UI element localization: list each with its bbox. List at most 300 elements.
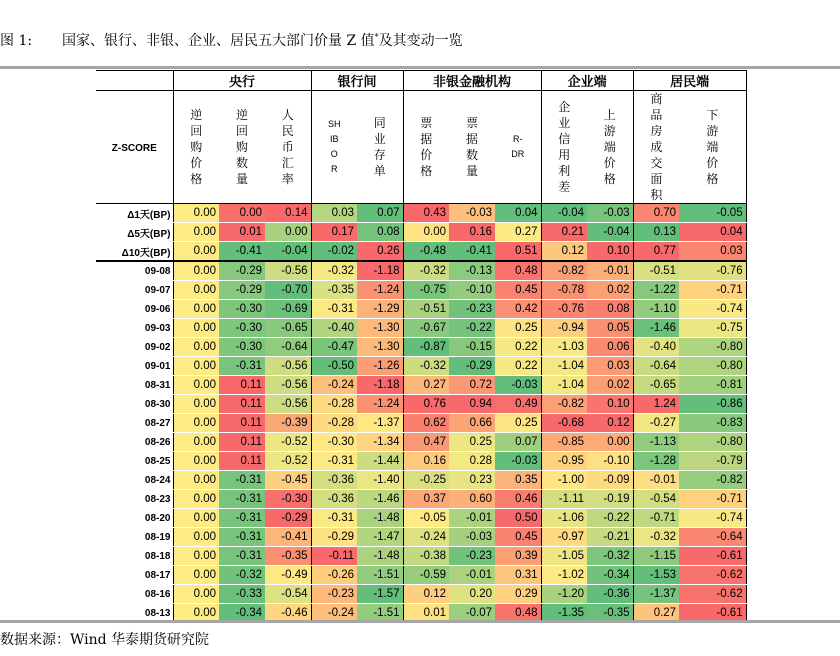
column-header-label: 逆回购数量 <box>235 108 248 186</box>
value-cell: 0.39 <box>495 547 541 566</box>
column-header <box>219 91 265 204</box>
value-cell: 0.00 <box>173 528 219 547</box>
value-cell: -0.70 <box>265 281 311 300</box>
value-cell: 0.45 <box>495 281 541 300</box>
value-cell: -0.75 <box>679 319 746 338</box>
value-cell: 0.00 <box>173 357 219 376</box>
value-cell: 0.23 <box>449 471 495 490</box>
value-cell: -0.64 <box>679 528 746 547</box>
value-cell: -1.35 <box>541 604 587 623</box>
value-cell: 0.45 <box>495 528 541 547</box>
top-rule <box>0 66 840 69</box>
value-cell: 0.16 <box>449 223 495 242</box>
value-cell: -0.31 <box>311 452 357 471</box>
figure-title-sup: * <box>374 32 379 42</box>
value-cell: 0.66 <box>449 414 495 433</box>
table-row <box>96 471 746 490</box>
zscore-table <box>96 70 747 623</box>
value-cell: -0.09 <box>587 471 633 490</box>
column-header <box>357 91 403 204</box>
value-cell: -0.39 <box>265 414 311 433</box>
value-cell: 0.00 <box>173 395 219 414</box>
value-cell: 0.00 <box>219 204 265 223</box>
table-row <box>96 223 746 242</box>
value-cell: 0.00 <box>173 204 219 223</box>
value-cell: 0.00 <box>173 300 219 319</box>
value-cell: -0.61 <box>679 604 746 623</box>
value-cell: -0.24 <box>311 604 357 623</box>
value-cell: -0.87 <box>403 338 449 357</box>
value-cell: -0.64 <box>633 357 679 376</box>
value-cell: 0.27 <box>495 223 541 242</box>
value-cell: 0.04 <box>679 223 746 242</box>
column-header-label: 商品房成交面积 <box>650 92 663 202</box>
table-row <box>96 261 746 281</box>
value-cell: -0.56 <box>265 395 311 414</box>
value-cell: -0.56 <box>265 376 311 395</box>
row-label: 09-02 <box>96 338 173 357</box>
value-cell: 0.00 <box>173 452 219 471</box>
value-cell: 0.01 <box>403 604 449 623</box>
value-cell: -1.53 <box>633 566 679 585</box>
value-cell: -0.51 <box>403 300 449 319</box>
table-row <box>96 452 746 471</box>
value-cell: -1.20 <box>541 585 587 604</box>
row-label: 08-30 <box>96 395 173 414</box>
value-cell: 0.26 <box>357 242 403 262</box>
table-row <box>96 376 746 395</box>
table-row <box>96 433 746 452</box>
value-cell: 0.00 <box>173 376 219 395</box>
table-row <box>96 357 746 376</box>
row-label: 08-25 <box>96 452 173 471</box>
value-cell: -0.85 <box>541 433 587 452</box>
value-cell: 0.25 <box>449 433 495 452</box>
value-cell: -0.74 <box>679 509 746 528</box>
column-header-label: 票据数量 <box>466 116 479 178</box>
value-cell: 0.29 <box>495 585 541 604</box>
value-cell: -0.29 <box>219 281 265 300</box>
value-cell: -1.10 <box>633 300 679 319</box>
value-cell: 0.27 <box>633 604 679 623</box>
value-cell: 0.37 <box>403 490 449 509</box>
value-cell: -1.02 <box>541 566 587 585</box>
figure-title <box>0 30 463 50</box>
value-cell: -0.82 <box>541 395 587 414</box>
value-cell: -0.31 <box>311 509 357 528</box>
table-row <box>96 528 746 547</box>
value-cell: -0.07 <box>449 604 495 623</box>
value-cell: -0.54 <box>633 490 679 509</box>
zscore-label: Z-SCORE <box>111 143 157 154</box>
value-cell: 0.01 <box>219 223 265 242</box>
value-cell: -0.28 <box>311 395 357 414</box>
value-cell: 0.11 <box>219 433 265 452</box>
value-cell: -0.03 <box>495 452 541 471</box>
row-label: 08-24 <box>96 471 173 490</box>
column-header <box>403 91 449 204</box>
value-cell: 0.16 <box>403 452 449 471</box>
value-cell: 0.46 <box>495 490 541 509</box>
value-cell: -0.52 <box>265 452 311 471</box>
value-cell: -0.97 <box>541 528 587 547</box>
value-cell: -0.05 <box>403 509 449 528</box>
value-cell: -0.56 <box>265 261 311 281</box>
value-cell: 0.48 <box>495 604 541 623</box>
value-cell: -0.46 <box>265 604 311 623</box>
value-cell: -0.50 <box>311 357 357 376</box>
value-cell: -0.71 <box>679 490 746 509</box>
table-row <box>96 585 746 604</box>
value-cell: -1.05 <box>541 547 587 566</box>
value-cell: -0.47 <box>311 338 357 357</box>
data-source: 数据来源：Wind 华泰期货研究院 <box>0 632 210 648</box>
value-cell: -1.22 <box>633 281 679 300</box>
value-cell: 0.11 <box>219 414 265 433</box>
row-label: 08-27 <box>96 414 173 433</box>
value-cell: 0.12 <box>587 414 633 433</box>
group-header-blank <box>96 71 173 91</box>
value-cell: 0.00 <box>587 433 633 452</box>
table-row <box>96 547 746 566</box>
value-cell: 0.00 <box>265 223 311 242</box>
value-cell: 0.76 <box>403 395 449 414</box>
value-cell: -1.11 <box>541 490 587 509</box>
value-cell: -0.31 <box>219 490 265 509</box>
row-label: 09-01 <box>96 357 173 376</box>
value-cell: -1.34 <box>357 433 403 452</box>
row-label: Δ1天(BP) <box>96 204 173 223</box>
value-cell: 0.00 <box>173 433 219 452</box>
value-cell: -0.59 <box>403 566 449 585</box>
value-cell: -1.24 <box>357 281 403 300</box>
value-cell: -0.83 <box>679 414 746 433</box>
value-cell: -0.34 <box>587 566 633 585</box>
value-cell: 0.00 <box>173 509 219 528</box>
row-label: 08-18 <box>96 547 173 566</box>
column-header-row <box>96 91 746 204</box>
table-row <box>96 281 746 300</box>
value-cell: 0.00 <box>173 242 219 262</box>
value-cell: -0.30 <box>219 319 265 338</box>
value-cell: -0.82 <box>541 261 587 281</box>
value-cell: 0.08 <box>357 223 403 242</box>
value-cell: 0.08 <box>587 300 633 319</box>
value-cell: -0.74 <box>679 300 746 319</box>
row-label: 09-08 <box>96 261 173 281</box>
value-cell: -1.24 <box>357 395 403 414</box>
value-cell: -0.79 <box>679 452 746 471</box>
value-cell: -1.46 <box>633 319 679 338</box>
value-cell: -0.30 <box>219 338 265 357</box>
value-cell: -0.21 <box>587 528 633 547</box>
column-header-label: 逆回购价格 <box>190 108 203 186</box>
value-cell: 0.00 <box>173 319 219 338</box>
group-header: 企业端 <box>541 71 633 91</box>
value-cell: -0.29 <box>449 357 495 376</box>
value-cell: -0.04 <box>541 204 587 223</box>
value-cell: -1.15 <box>633 547 679 566</box>
value-cell: -0.24 <box>311 376 357 395</box>
value-cell: -0.48 <box>403 242 449 262</box>
table-row <box>96 338 746 357</box>
group-header-row <box>96 71 746 91</box>
column-header <box>311 91 357 204</box>
column-header <box>633 91 679 204</box>
column-header-label: 下游端价格 <box>706 108 719 186</box>
value-cell: 0.22 <box>495 357 541 376</box>
value-cell: -1.37 <box>633 585 679 604</box>
value-cell: 0.00 <box>173 261 219 281</box>
value-cell: 0.00 <box>173 223 219 242</box>
value-cell: 0.43 <box>403 204 449 223</box>
value-cell: -1.18 <box>357 261 403 281</box>
value-cell: -1.29 <box>357 300 403 319</box>
value-cell: -0.29 <box>219 261 265 281</box>
value-cell: -1.44 <box>357 452 403 471</box>
row-label: Δ5天(BP) <box>96 223 173 242</box>
group-header: 非银金融机构 <box>403 71 541 91</box>
value-cell: -1.40 <box>357 471 403 490</box>
value-cell: -0.38 <box>403 547 449 566</box>
value-cell: -1.51 <box>357 566 403 585</box>
value-cell: 0.05 <box>587 319 633 338</box>
value-cell: -0.78 <box>541 281 587 300</box>
value-cell: -1.46 <box>357 490 403 509</box>
figure-title-text: 国家、银行、非银、企业、居民五大部门价量 Z 值 <box>62 33 375 49</box>
value-cell: 0.00 <box>173 585 219 604</box>
value-cell: 0.47 <box>403 433 449 452</box>
value-cell: 0.62 <box>403 414 449 433</box>
table-row <box>96 395 746 414</box>
value-cell: -0.67 <box>403 319 449 338</box>
value-cell: 0.27 <box>403 376 449 395</box>
value-cell: 0.00 <box>173 604 219 623</box>
value-cell: -0.40 <box>311 319 357 338</box>
value-cell: -0.27 <box>633 414 679 433</box>
value-cell: -0.19 <box>587 490 633 509</box>
value-cell: -0.86 <box>679 395 746 414</box>
value-cell: 0.00 <box>403 223 449 242</box>
value-cell: 0.25 <box>495 319 541 338</box>
value-cell: -1.57 <box>357 585 403 604</box>
value-cell: -0.64 <box>265 338 311 357</box>
column-header <box>541 91 587 204</box>
value-cell: -0.82 <box>679 471 746 490</box>
value-cell: -0.54 <box>265 585 311 604</box>
figure-title-tail: 及其变动一览 <box>378 33 463 49</box>
value-cell: -0.30 <box>265 490 311 509</box>
column-header <box>587 91 633 204</box>
value-cell: -0.95 <box>541 452 587 471</box>
value-cell: -0.80 <box>679 433 746 452</box>
value-cell: -0.26 <box>311 566 357 585</box>
value-cell: 0.02 <box>587 281 633 300</box>
value-cell: 0.70 <box>633 204 679 223</box>
value-cell: -0.76 <box>541 300 587 319</box>
value-cell: -1.48 <box>357 547 403 566</box>
column-header-label: 上游端价格 <box>603 108 616 186</box>
value-cell: -0.41 <box>265 528 311 547</box>
value-cell: 1.24 <box>633 395 679 414</box>
value-cell: -0.30 <box>311 433 357 452</box>
value-cell: -1.30 <box>357 338 403 357</box>
value-cell: -0.41 <box>449 242 495 262</box>
value-cell: 0.11 <box>219 452 265 471</box>
value-cell: -0.04 <box>265 242 311 262</box>
row-label: 09-03 <box>96 319 173 338</box>
value-cell: 0.00 <box>173 566 219 585</box>
value-cell: 0.06 <box>587 338 633 357</box>
value-cell: 0.20 <box>449 585 495 604</box>
value-cell: -0.03 <box>587 204 633 223</box>
column-header <box>173 91 219 204</box>
value-cell: -0.15 <box>449 338 495 357</box>
value-cell: -0.68 <box>541 414 587 433</box>
value-cell: 0.35 <box>495 471 541 490</box>
value-cell: 0.11 <box>219 395 265 414</box>
value-cell: 0.00 <box>173 414 219 433</box>
table-row <box>96 414 746 433</box>
value-cell: -0.71 <box>633 509 679 528</box>
value-cell: -1.18 <box>357 376 403 395</box>
value-cell: -0.35 <box>265 547 311 566</box>
table-row <box>96 566 746 585</box>
table-body <box>96 204 746 623</box>
table-row <box>96 204 746 223</box>
value-cell: -0.04 <box>587 223 633 242</box>
value-cell: 0.49 <box>495 395 541 414</box>
value-cell: 0.50 <box>495 509 541 528</box>
value-cell: -0.32 <box>403 261 449 281</box>
value-cell: 0.25 <box>495 414 541 433</box>
column-header <box>495 91 541 204</box>
value-cell: 0.17 <box>311 223 357 242</box>
value-cell: -1.28 <box>633 452 679 471</box>
value-cell: -0.02 <box>311 242 357 262</box>
table-row <box>96 319 746 338</box>
value-cell: -0.24 <box>403 528 449 547</box>
value-cell: -0.22 <box>587 509 633 528</box>
column-header-label: 人民币汇率 <box>281 108 294 186</box>
value-cell: -0.35 <box>311 281 357 300</box>
value-cell: -0.05 <box>679 204 746 223</box>
value-cell: -0.32 <box>219 566 265 585</box>
column-header <box>679 91 746 204</box>
value-cell: 0.07 <box>357 204 403 223</box>
value-cell: -0.36 <box>587 585 633 604</box>
value-cell: -0.31 <box>311 300 357 319</box>
value-cell: 0.94 <box>449 395 495 414</box>
value-cell: 0.04 <box>495 204 541 223</box>
value-cell: 0.42 <box>495 300 541 319</box>
value-cell: -0.23 <box>449 547 495 566</box>
value-cell: -0.62 <box>679 566 746 585</box>
value-cell: -0.29 <box>311 528 357 547</box>
value-cell: 0.10 <box>587 395 633 414</box>
value-cell: 0.31 <box>495 566 541 585</box>
value-cell: -0.65 <box>265 319 311 338</box>
value-cell: -0.31 <box>219 357 265 376</box>
value-cell: 0.51 <box>495 242 541 262</box>
value-cell: -0.32 <box>403 357 449 376</box>
value-cell: -0.94 <box>541 319 587 338</box>
column-header-label: SHIBOR <box>328 119 341 174</box>
value-cell: -0.30 <box>219 300 265 319</box>
value-cell: -0.32 <box>311 261 357 281</box>
value-cell: -0.29 <box>265 509 311 528</box>
value-cell: -0.34 <box>219 604 265 623</box>
value-cell: -0.01 <box>449 509 495 528</box>
zscore-header-cell <box>96 91 173 204</box>
column-header <box>265 91 311 204</box>
table-row <box>96 509 746 528</box>
value-cell: -0.40 <box>633 338 679 357</box>
row-label: 09-07 <box>96 281 173 300</box>
value-cell: -1.26 <box>357 357 403 376</box>
value-cell: -1.51 <box>357 604 403 623</box>
value-cell: -0.61 <box>679 547 746 566</box>
value-cell: -0.80 <box>679 357 746 376</box>
group-header: 银行间 <box>311 71 403 91</box>
value-cell: 0.02 <box>587 376 633 395</box>
row-label: 08-13 <box>96 604 173 623</box>
value-cell: -0.52 <box>265 433 311 452</box>
row-label: 08-17 <box>96 566 173 585</box>
value-cell: -1.03 <box>541 338 587 357</box>
value-cell: -0.80 <box>679 338 746 357</box>
value-cell: -0.76 <box>679 261 746 281</box>
value-cell: 0.00 <box>173 338 219 357</box>
value-cell: -0.56 <box>265 357 311 376</box>
value-cell: -0.45 <box>265 471 311 490</box>
value-cell: 0.72 <box>449 376 495 395</box>
value-cell: -0.41 <box>219 242 265 262</box>
value-cell: -0.36 <box>311 471 357 490</box>
column-header-label: 企业信用利差 <box>558 100 571 194</box>
row-label: 08-20 <box>96 509 173 528</box>
value-cell: -1.00 <box>541 471 587 490</box>
value-cell: 0.12 <box>403 585 449 604</box>
column-header <box>449 91 495 204</box>
value-cell: -0.25 <box>403 471 449 490</box>
value-cell: -1.04 <box>541 376 587 395</box>
value-cell: -0.22 <box>449 319 495 338</box>
value-cell: -0.31 <box>219 547 265 566</box>
row-label: 09-06 <box>96 300 173 319</box>
value-cell: 0.21 <box>541 223 587 242</box>
row-label: 08-16 <box>96 585 173 604</box>
value-cell: 0.28 <box>449 452 495 471</box>
column-header-label: 同业存单 <box>373 116 386 178</box>
column-header-label: 票据价格 <box>420 116 433 178</box>
value-cell: -0.28 <box>311 414 357 433</box>
group-header: 居民端 <box>633 71 746 91</box>
value-cell: -0.31 <box>219 471 265 490</box>
value-cell: 0.22 <box>495 338 541 357</box>
value-cell: -0.75 <box>403 281 449 300</box>
value-cell: -1.06 <box>541 509 587 528</box>
value-cell: -0.23 <box>311 585 357 604</box>
value-cell: -0.01 <box>587 261 633 281</box>
table-row <box>96 300 746 319</box>
value-cell: -0.65 <box>633 376 679 395</box>
value-cell: -0.69 <box>265 300 311 319</box>
value-cell: -1.47 <box>357 528 403 547</box>
row-label: 08-23 <box>96 490 173 509</box>
value-cell: -0.01 <box>633 471 679 490</box>
row-label: 08-26 <box>96 433 173 452</box>
